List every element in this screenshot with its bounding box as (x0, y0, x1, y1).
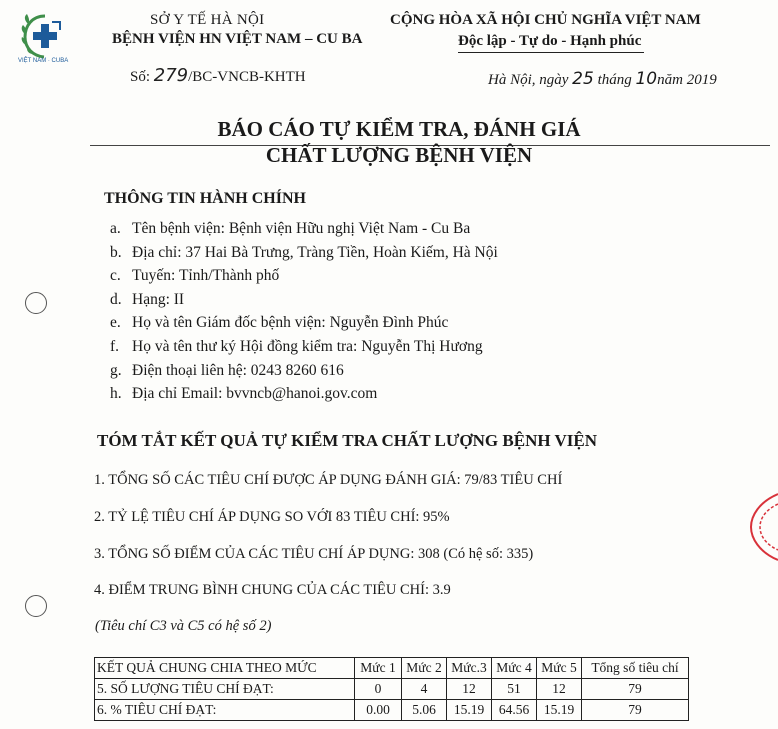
national-motto: Độc lập - Tự do - Hạnh phúc (458, 33, 642, 49)
table-cell: 15.19 (537, 700, 582, 721)
result-line: 4. ĐIỂM TRUNG BÌNH CHUNG CỦA CÁC TIÊU CHÍ: 3.9 (94, 582, 451, 598)
table-cell: 51 (492, 679, 537, 700)
item-letter: h. (110, 385, 122, 403)
list-item (110, 217, 498, 241)
table-cell: 5.06 (402, 700, 447, 721)
table-header-cell: Tổng số tiêu chí (582, 658, 689, 679)
item-text: Họ và tên Giám đốc bệnh viện: Nguyễn Đình Phúc (132, 314, 449, 332)
motto-underline (458, 52, 644, 53)
table-cell: 64.56 (492, 700, 537, 721)
result-line: 2. TỶ LỆ TIÊU CHÍ ÁP DỤNG SO VỚI 83 TIÊU CHÍ: 95% (94, 509, 450, 525)
result-line: 1. TỔNG SỐ CÁC TIÊU CHÍ ĐƯỢC ÁP DỤNG ĐÁNH GIÁ: 79/83 TIÊU CHÍ (94, 472, 563, 488)
item-letter: g. (110, 361, 122, 379)
item-letter: b. (110, 243, 122, 261)
item-text: Tên bệnh viện: Bệnh viện Hữu nghị Việt Nam - Cu Ba (132, 220, 471, 237)
table-cell: 79 (582, 700, 689, 721)
item-letter: a. (110, 220, 121, 237)
date-prefix: Hà Nội, ngày (488, 72, 573, 88)
ministry-name: SỞ Y TẾ HÀ NỘI (150, 12, 265, 28)
date-suffix: năm 2019 (657, 72, 717, 88)
table-row (95, 679, 689, 700)
item-text: Tuyến: Tỉnh/Thành phố (132, 267, 280, 285)
table-cell: 79 (582, 679, 689, 700)
date-month-handwritten: 10 (635, 69, 658, 89)
result-line: 3. TỔNG SỐ ĐIỂM CỦA CÁC TIÊU CHÍ ÁP DỤNG: 308 (Có hệ số: 335) (94, 546, 534, 562)
summary-heading: TÓM TẮT KẾT QUẢ TỰ KIỂM TRA CHẤT LƯỢNG BỆNH VIỆN (97, 431, 598, 450)
item-text: Địa chỉ: 37 Hai Bà Trưng, Tràng Tiền, Hoàn Kiếm, Hà Nội (132, 243, 498, 261)
table-header-row (95, 658, 689, 679)
table-cell: 12 (537, 679, 582, 700)
item-text: Họ và tên thư ký Hội đồng kiểm tra: Nguyễn Thị Hương (132, 337, 483, 355)
item-text: Địa chỉ Email: bvvncb@hanoi.gov.com (132, 385, 378, 403)
table-header-cell: Mức 5 (537, 658, 582, 679)
table-header-cell: Mức 1 (355, 658, 402, 679)
admin-info-list (110, 217, 498, 406)
report-title-line2: CHẤT LƯỢNG BỆNH VIỆN (265, 143, 533, 167)
list-item (110, 264, 498, 288)
table-cell: 0 (355, 679, 402, 700)
red-stamp-edge (745, 492, 778, 562)
list-item (110, 359, 498, 383)
coefficient-note: (Tiêu chí C3 và C5 có hệ số 2) (95, 618, 272, 634)
date-day-handwritten: 25 (572, 69, 594, 89)
list-item (110, 335, 498, 359)
date-line (488, 69, 717, 89)
item-letter: e. (110, 314, 121, 332)
list-item (110, 241, 498, 265)
list-item (110, 288, 498, 312)
logo-caption: VIỆT NAM · CUBA (18, 58, 69, 64)
document-number (130, 65, 306, 86)
list-item (110, 311, 498, 335)
item-text: Điện thoại liên hệ: 0243 8260 616 (132, 361, 344, 379)
punch-hole (25, 292, 47, 314)
hospital-name: BỆNH VIỆN HN VIỆT NAM – CU BA (112, 31, 363, 47)
table-header-cell: Mức 4 (492, 658, 537, 679)
report-title-line1: BÁO CÁO TỰ KIỂM TRA, ĐÁNH GIÁ (217, 117, 581, 141)
table-cell: 4 (402, 679, 447, 700)
docno-prefix: Số: (130, 69, 154, 85)
item-text: Hạng: II (132, 290, 185, 308)
item-letter: f. (110, 337, 120, 355)
item-letter: c. (110, 267, 121, 285)
table-cell: 0.00 (355, 700, 402, 721)
republic-heading: CỘNG HÒA XÃ HỘI CHỦ NGHĨA VIỆT NAM (390, 12, 701, 28)
table-cell: 6. % TIÊU CHÍ ĐẠT: (95, 700, 355, 721)
results-table (94, 657, 689, 721)
table-header-cell: Mức 2 (402, 658, 447, 679)
list-item (110, 382, 498, 406)
date-mid: tháng (593, 72, 636, 88)
punch-hole (25, 595, 47, 617)
admin-info-heading: THÔNG TIN HÀNH CHÍNH (104, 190, 306, 207)
table-header-cell: Mức.3 (447, 658, 492, 679)
table-header-cell: KẾT QUẢ CHUNG CHIA THEO MỨC (95, 658, 355, 679)
table-cell: 15.19 (447, 700, 492, 721)
table-cell: 5. SỐ LƯỢNG TIÊU CHÍ ĐẠT: (95, 679, 355, 700)
hospital-logo (20, 10, 70, 64)
table-row (95, 700, 689, 721)
table-cell: 12 (447, 679, 492, 700)
docno-suffix: /BC-VNCB-KHTH (188, 69, 306, 85)
docno-handwritten: 279 (153, 65, 189, 86)
item-letter: d. (110, 290, 122, 308)
